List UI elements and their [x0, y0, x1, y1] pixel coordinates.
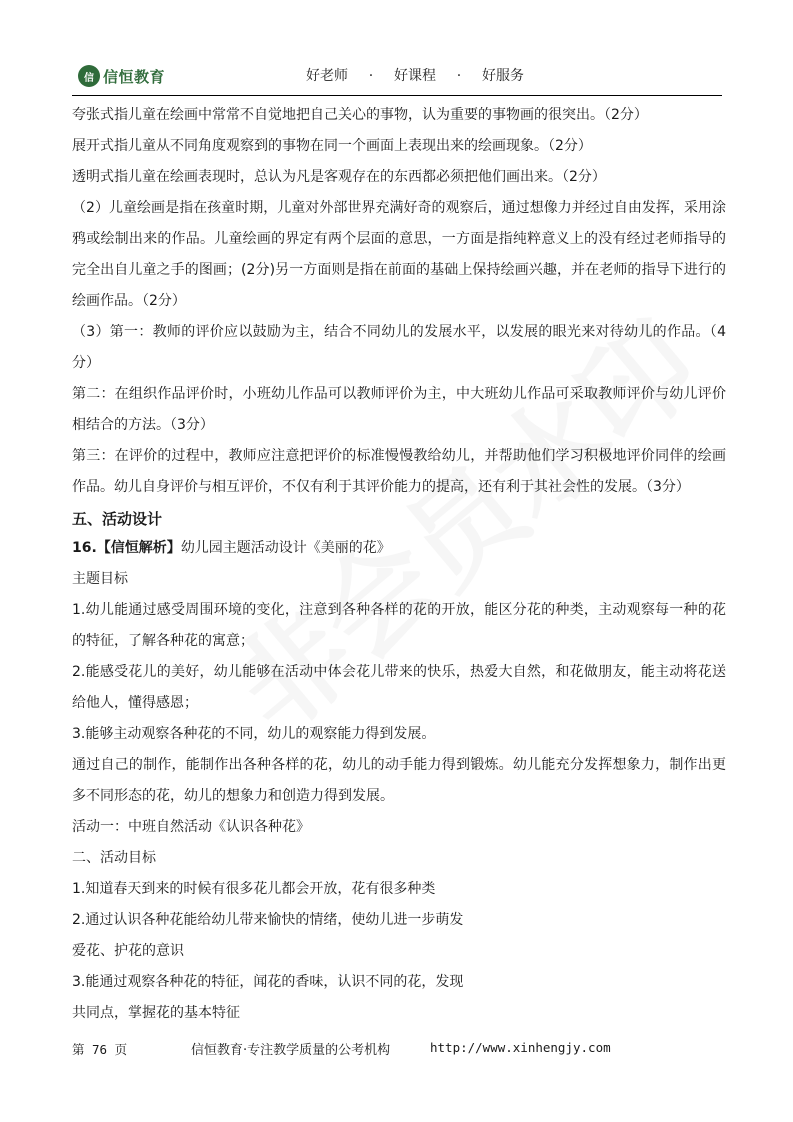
- text-line: 活动一：中班自然活动《认识各种花》: [72, 819, 310, 835]
- slogan-separator: ·: [368, 68, 374, 84]
- text-line: 1.幼儿能通过感受周围环境的变化，注意到各种各样的花的开放，能区分花的种类，主动观察每一种的花: [72, 602, 726, 618]
- text-line: 的特征，了解各种花的寓意；: [72, 633, 254, 649]
- text-line: 2.通过认识各种花能给幼儿带来愉快的情绪，使幼儿进一步萌发: [72, 912, 464, 928]
- text-line: 主题目标: [72, 571, 128, 587]
- text-line: 爱花、护花的意识: [72, 943, 184, 959]
- slogan-item: 好服务: [482, 68, 524, 84]
- text-line: 绘画作品。（2分）: [72, 293, 186, 309]
- text-line: 2.能感受花儿的美好，幼儿能够在活动中体会花儿带来的快乐，热爱大自然，和花做朋友，能主动将花送: [72, 664, 726, 680]
- text-line: 相结合的方法。（3分）: [72, 417, 214, 433]
- page-footer: [72, 1037, 722, 1059]
- text-line: 通过自己的制作，能制作出各种各样的花，幼儿的动手能力得到锻炼。幼儿能充分发挥想象力，制作出更: [72, 757, 726, 773]
- header-slogan: [306, 65, 524, 85]
- text-line: 给他人，懂得感恩；: [72, 695, 198, 711]
- question-label: 16.【信恒解析】: [72, 540, 181, 556]
- text-line: 第三：在评价的过程中，教师应注意把评价的标准慢慢教给幼儿，并帮助他们学习积极地评价同伴的绘画: [72, 448, 726, 464]
- text-line: 鸦或绘制出来的作品。儿童绘画的界定有两个层面的意思，一方面是指纯粹意义上的没有经过老师指导的: [72, 231, 726, 247]
- footer-url[interactable]: http://www.xinhengjy.com: [430, 1040, 611, 1055]
- document-body: [72, 100, 726, 1029]
- text-line: 完全出自儿童之手的图画；(2分)另一方面则是指在前面的基础上保持绘画兴趣，并在老师的指导下进行的: [72, 262, 726, 278]
- logo-icon: 信: [78, 65, 100, 87]
- page-header: [72, 56, 722, 96]
- text-line: 3.能够主动观察各种花的不同，幼儿的观察能力得到发展。: [72, 726, 436, 742]
- section-heading: 五、活动设计: [72, 510, 163, 528]
- text-line: 作品。幼儿自身评价与相互评价，不仅有利于其评价能力的提高，还有利于其社会性的发展。（3分）: [72, 479, 690, 495]
- logo-text: 信恒教育: [103, 67, 166, 86]
- text-line: 二、活动目标: [72, 850, 156, 866]
- slogan-item: 好老师: [306, 68, 348, 84]
- text-line: 1.知道春天到来的时候有很多花儿都会开放，花有很多种类: [72, 881, 436, 897]
- question-title: 幼儿园主题活动设计《美丽的花》: [180, 540, 391, 556]
- text-line: 透明式指儿童在绘画表现时，总认为凡是客观存在的东西都必须把他们画出来。（2分）: [72, 169, 606, 185]
- text-line: 第二：在组织作品评价时，小班幼儿作品可以教师评价为主，中大班幼儿作品可采取教师评价与幼儿评价: [72, 386, 726, 402]
- text-line: （3）第一：教师的评价应以鼓励为主，结合不同幼儿的发展水平，以发展的眼光来对待幼儿的作品。（4: [72, 324, 726, 340]
- text-line: 展开式指儿童从不同角度观察到的事物在同一个画面上表现出来的绘画现象。（2分）: [72, 138, 592, 154]
- brand-logo: [78, 64, 165, 88]
- text-line: （2）儿童绘画是指在孩童时期，儿童对外部世界充满好奇的观察后，通过想像力并经过自由发挥，采用涂: [72, 200, 726, 216]
- footer-org: 信恒教育·专注教学质量的公考机构: [191, 1043, 391, 1058]
- page-number: 第 76 页: [72, 1042, 128, 1057]
- text-line: 多不同形态的花，幼儿的想象力和创造力得到发展。: [72, 788, 394, 804]
- text-line: 分）: [72, 355, 100, 371]
- header-divider: [72, 95, 722, 96]
- text-line: 共同点，掌握花的基本特征: [72, 1005, 240, 1021]
- text-line: 3.能通过观察各种花的特征，闻花的香味，认识不同的花，发现: [72, 974, 464, 990]
- slogan-item: 好课程: [394, 68, 436, 84]
- question-heading: [72, 533, 726, 564]
- slogan-separator: ·: [456, 68, 462, 84]
- text-line: 夸张式指儿童在绘画中常常不自觉地把自己关心的事物，认为重要的事物画的很突出。（2分）: [72, 107, 648, 123]
